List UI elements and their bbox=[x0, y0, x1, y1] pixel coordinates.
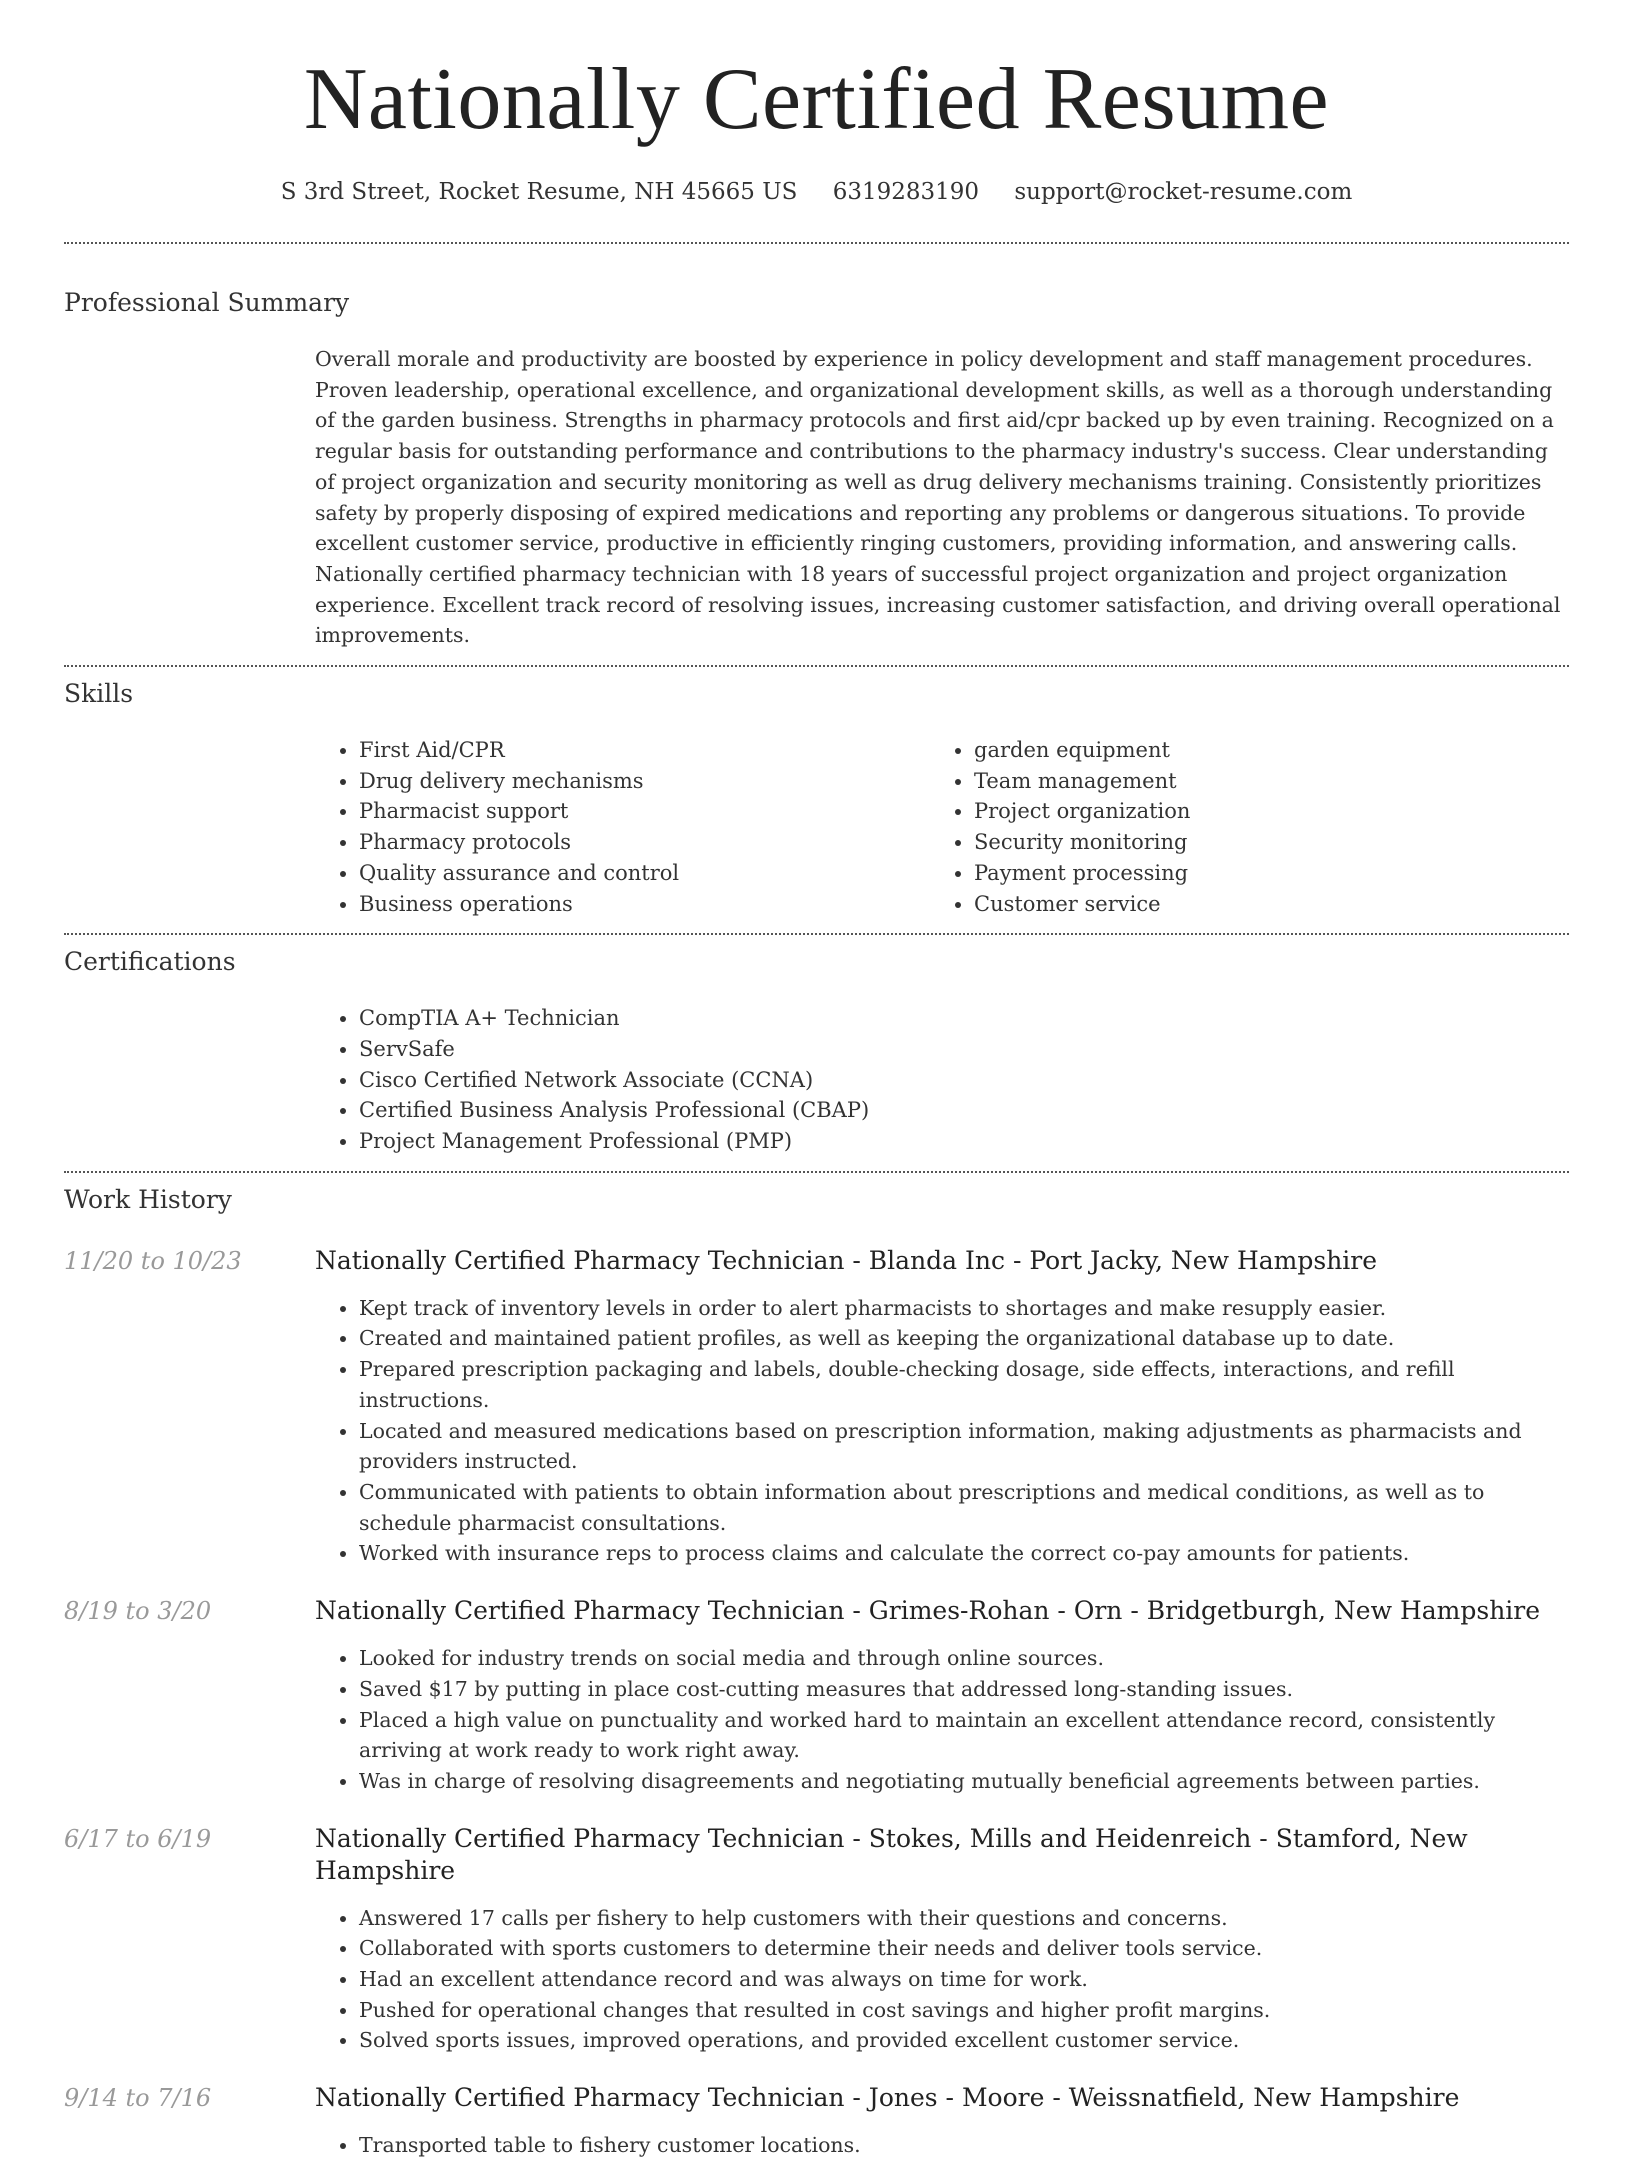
skill-item: • Team management bbox=[974, 766, 1190, 797]
job-bullet: • Created and maintained patient profiles, as well as keeping the organizational database up to date. bbox=[359, 1323, 1569, 1354]
job-bullet: • Kept track of inventory levels in order to alert pharmacists to shortages and make resupply easier. bbox=[359, 1293, 1569, 1324]
job-details bbox=[315, 1595, 1569, 1797]
job-bullet: • Saved $17 by putting in place cost-cutting measures that addressed long-standing issues. bbox=[359, 1674, 1569, 1705]
job-entry bbox=[64, 1823, 1569, 2057]
job-bullet: • Had an excellent attendance record and was always on time for work. bbox=[359, 1964, 1569, 1995]
skill-item: • garden equipment bbox=[974, 735, 1190, 766]
divider bbox=[64, 1171, 1569, 1173]
job-bullet: • Collaborated with sports customers to determine their needs and deliver tools service. bbox=[359, 1933, 1569, 1964]
certification-item: • Project Management Professional (PMP) bbox=[359, 1126, 1569, 1157]
job-dates: 11/20 to 10/23 bbox=[64, 1246, 242, 1275]
contact-phone: 6319283190 bbox=[832, 179, 980, 205]
contact-email: support@rocket-resume.com bbox=[1014, 179, 1353, 205]
job-bullet: • Worked with insurance reps to process claims and calculate the correct co-pay amounts for patients. bbox=[359, 1538, 1569, 1569]
skills-column-left bbox=[315, 735, 930, 919]
skills-heading: Skills bbox=[64, 679, 134, 709]
job-bullets bbox=[315, 2130, 1569, 2161]
job-bullet: • Communicated with patients to obtain information about prescriptions and medical conditions, as well as to schedule pharmacist consultations. bbox=[359, 1477, 1569, 1538]
skill-item: • First Aid/CPR bbox=[359, 735, 930, 766]
skill-item: • Drug delivery mechanisms bbox=[359, 766, 930, 797]
job-bullet: • Transported table to fishery customer locations. bbox=[359, 2130, 1569, 2161]
summary-heading: Professional Summary bbox=[64, 288, 350, 317]
certification-item: • Certified Business Analysis Professional (CBAP) bbox=[359, 1095, 1569, 1126]
job-title: Nationally Certified Pharmacy Technician - Stokes, Mills and Heidenreich - Stamford, New Hampshire bbox=[315, 1823, 1468, 1885]
job-details bbox=[315, 1245, 1569, 1569]
job-bullets bbox=[315, 1643, 1569, 1797]
job-bullet: • Located and measured medications based on prescription information, making adjustments as pharmacists and providers instructed. bbox=[359, 1416, 1569, 1477]
skill-item: • Project organization bbox=[974, 796, 1190, 827]
divider bbox=[64, 933, 1569, 935]
job-bullets bbox=[315, 1293, 1569, 1569]
job-title: Nationally Certified Pharmacy Technician - Grimes-Rohan - Orn - Bridgetburgh, New Hampshire bbox=[315, 1596, 1541, 1626]
work-history-heading: Work History bbox=[64, 1184, 232, 1214]
contact-address: S 3rd Street, Rocket Resume, NH 45665 US bbox=[280, 179, 798, 205]
certification-item: • ServSafe bbox=[359, 1034, 1569, 1065]
resume-name: Nationally Certified Resume bbox=[303, 51, 1330, 148]
job-bullets bbox=[315, 1903, 1569, 2057]
skill-item: • Pharmacy protocols bbox=[359, 827, 930, 858]
skill-item: • Payment processing bbox=[974, 858, 1190, 889]
skills-list bbox=[315, 735, 1569, 919]
summary-text: Overall morale and productivity are boosted by experience in policy development and staff management procedures. Proven leadership, operational excellence, and organizational development skills, as well as a thorough understanding of the garden business. Strengths in pharmacy protocols and first aid/cpr backed up by even training. Recognized on a regular basis for outstanding performance and contributions to the pharmacy industry's success. Clear understanding of project organization and security monitoring as well as drug delivery mechanisms training. Consistently prioritizes safety by properly disposing of expired medications and reporting any problems or dangerous situations. To provide excellent customer service, productive in efficiently ringing customers, providing information, and answering calls. Nationally certified pharmacy technician with 18 years of successful project organization and project organization experience. Excellent track record of resolving issues, increasing customer satisfaction, and driving overall operational improvements. bbox=[315, 347, 1561, 648]
job-title: Nationally Certified Pharmacy Technician - Blanda Inc - Port Jacky, New Hampshire bbox=[315, 1245, 1378, 1275]
certifications-list bbox=[315, 1003, 1569, 1157]
certification-item: • CompTIA A+ Technician bbox=[359, 1003, 1569, 1034]
job-bullet: • Looked for industry trends on social media and through online sources. bbox=[359, 1643, 1569, 1674]
job-dates: 9/14 to 7/16 bbox=[64, 2084, 212, 2113]
job-dates: 6/17 to 6/19 bbox=[64, 1824, 212, 1853]
job-entry bbox=[64, 1595, 1569, 1797]
certification-item: • Cisco Certified Network Associate (CCNA) bbox=[359, 1065, 1569, 1096]
job-entry bbox=[64, 2082, 1569, 2161]
contact-line bbox=[64, 178, 1569, 206]
skill-item: • Quality assurance and control bbox=[359, 858, 930, 889]
divider bbox=[64, 665, 1569, 667]
job-details bbox=[315, 1823, 1569, 2057]
job-bullet: • Answered 17 calls per fishery to help customers with their questions and concerns. bbox=[359, 1903, 1569, 1934]
skills-column-right bbox=[930, 735, 1190, 919]
job-bullet: • Prepared prescription packaging and labels, double-checking dosage, side effects, interactions, and refill instructions. bbox=[359, 1354, 1569, 1415]
job-details bbox=[315, 2082, 1569, 2161]
skill-item: • Business operations bbox=[359, 889, 930, 920]
certifications-heading: Certifications bbox=[64, 947, 236, 977]
job-bullet: • Placed a high value on punctuality and worked hard to maintain an excellent attendance record, consistently arriving at work ready to work right away. bbox=[359, 1705, 1569, 1766]
job-title: Nationally Certified Pharmacy Technician - Jones - Moore - Weissnatfield, New Hampshire bbox=[315, 2083, 1460, 2113]
divider bbox=[64, 242, 1569, 244]
job-dates: 8/19 to 3/20 bbox=[64, 1597, 212, 1626]
skill-item: • Customer service bbox=[974, 889, 1190, 920]
job-bullet: • Solved sports issues, improved operations, and provided excellent customer service. bbox=[359, 2025, 1569, 2056]
skill-item: • Pharmacist support bbox=[359, 796, 930, 827]
job-entry bbox=[64, 1245, 1569, 1569]
resume-page bbox=[64, 0, 1569, 2161]
job-bullet: • Pushed for operational changes that resulted in cost savings and higher profit margins. bbox=[359, 1995, 1569, 2026]
job-bullet: • Was in charge of resolving disagreements and negotiating mutually beneficial agreements between parties. bbox=[359, 1766, 1569, 1797]
skill-item: • Security monitoring bbox=[974, 827, 1190, 858]
